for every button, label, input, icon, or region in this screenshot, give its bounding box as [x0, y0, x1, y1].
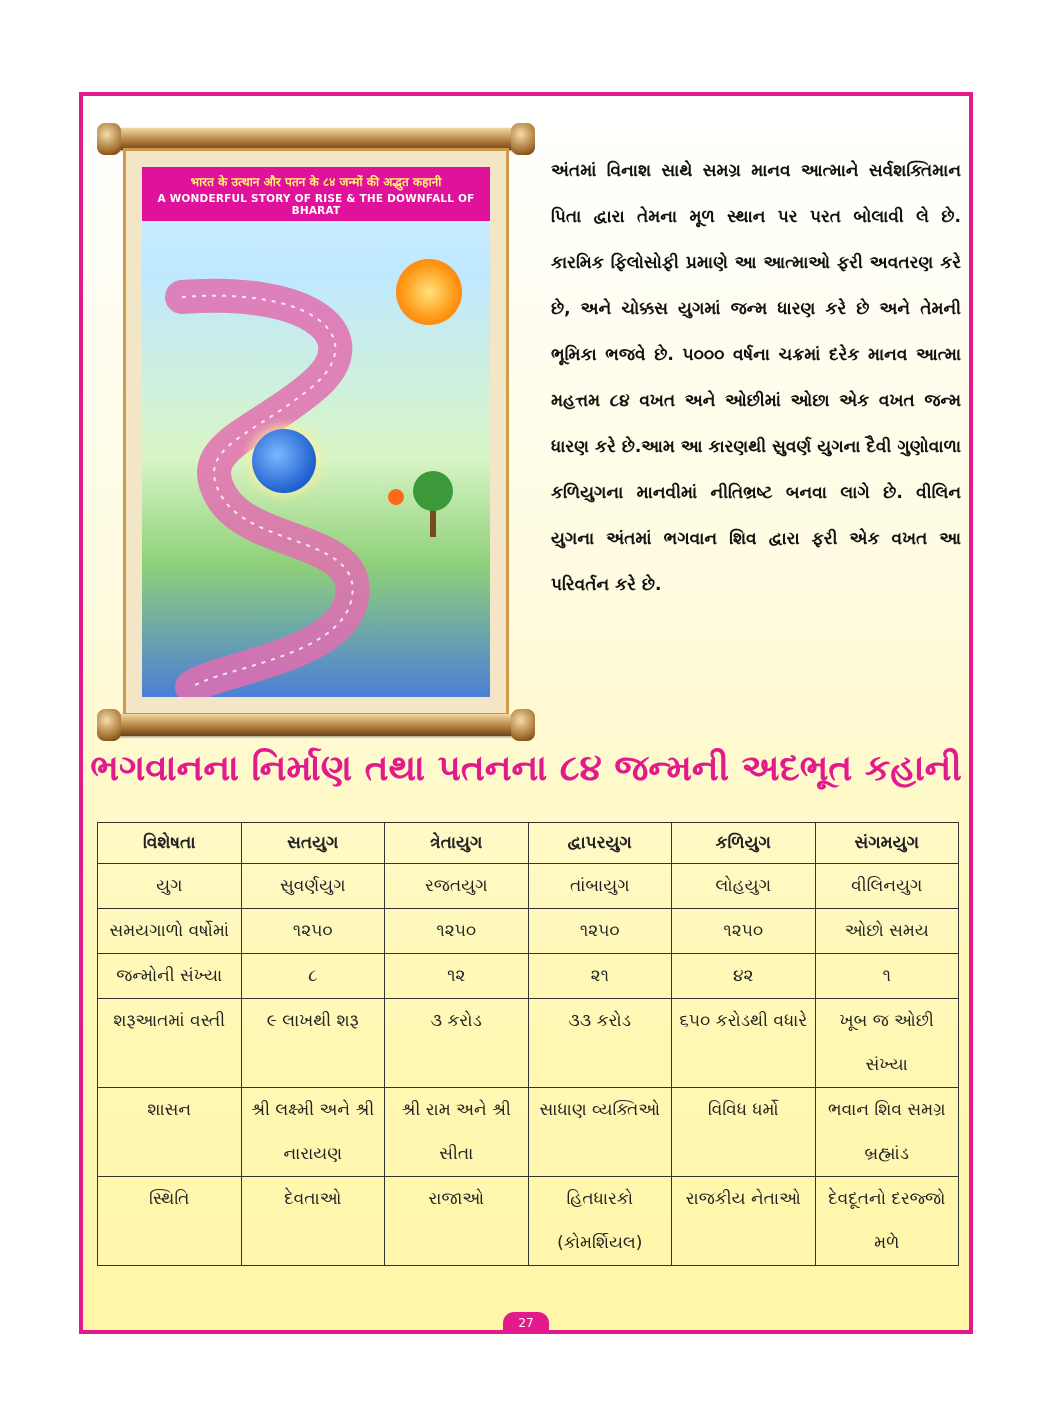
table-cell: તાંબાયુગ — [528, 864, 672, 909]
table-cell: ૮ — [241, 954, 385, 999]
table-header-cell: સંગમયુગ — [815, 823, 959, 864]
table-cell: ૬૫૦ કરોડથી વધારે — [672, 999, 816, 1088]
poster — [123, 148, 509, 716]
table-header-cell: ત્રેતાયુગ — [385, 823, 529, 864]
table-cell: ૨૧ — [528, 954, 672, 999]
table-cell: ૧૨૫૦ — [385, 909, 529, 954]
table-cell: રજતયુગ — [385, 864, 529, 909]
globe-icon — [252, 429, 316, 493]
table-row — [98, 864, 959, 909]
table-cell: ખૂબ જ ઓછી સંખ્યા — [815, 999, 959, 1088]
page-frame — [79, 92, 973, 1334]
table-row — [98, 909, 959, 954]
table-cell: ૩૩ કરોડ — [528, 999, 672, 1088]
table-cell: વિવિધ ધર્મો — [672, 1088, 816, 1177]
table-cell: જન્મોની સંખ્યા — [98, 954, 242, 999]
table-cell: સમયગાળો વર્ષોમાં — [98, 909, 242, 954]
table-cell: યુગ — [98, 864, 242, 909]
table-cell: શ્રી રામ અને શ્રી સીતા — [385, 1088, 529, 1177]
yuga-table — [97, 822, 959, 1266]
table-cell: ૧૨૫૦ — [528, 909, 672, 954]
table-cell: દેવતાઓ — [241, 1177, 385, 1266]
page-number: 27 — [503, 1312, 549, 1334]
table-cell: સ્થિતિ — [98, 1177, 242, 1266]
table-row — [98, 1088, 959, 1177]
table-cell: શાસન — [98, 1088, 242, 1177]
small-sun-icon — [388, 489, 404, 505]
table-header-row — [98, 823, 959, 864]
table-cell: ૧ — [815, 954, 959, 999]
poster-title-hindi: भारत के उत्थान और पतन के ८४ जन्मों की अद्भुत कहानी — [190, 175, 442, 189]
table-row — [98, 954, 959, 999]
table-cell: ૧૨૫૦ — [241, 909, 385, 954]
poster-illustration — [142, 167, 490, 697]
table-cell: સુવર્ણયુગ — [241, 864, 385, 909]
table-cell: રાજાઓ — [385, 1177, 529, 1266]
table-cell: લોહયુગ — [672, 864, 816, 909]
scroll-rod-bottom — [101, 714, 531, 736]
table-cell: ૯ લાખથી શરૂ — [241, 999, 385, 1088]
table-cell: ઓછો સમય — [815, 909, 959, 954]
poster-title-english: A WONDERFUL STORY OF RISE & THE DOWNFALL OF BHARAT — [157, 193, 475, 217]
table-cell: વીલિનયુગ — [815, 864, 959, 909]
table-row — [98, 1177, 959, 1266]
table-cell: ૧૨ — [385, 954, 529, 999]
table-cell: હિતધારકો (કોમર્શિયલ) — [528, 1177, 672, 1266]
table-cell: દેવદૂતનો દરજ્જો મળે — [815, 1177, 959, 1266]
table-cell: શરૂઆતમાં વસ્તી — [98, 999, 242, 1088]
table-header-cell: દ્વાપરયુગ — [528, 823, 672, 864]
page-heading: ભગવાનના નિર્માણ તથા પતનના ૮૪ જન્મની અદભૂત કહાની — [90, 748, 962, 789]
scroll-rod-top — [101, 128, 531, 150]
tree-icon — [410, 467, 456, 537]
poster-scroll — [101, 128, 531, 736]
table-cell: ૪૨ — [672, 954, 816, 999]
sun-icon — [396, 259, 462, 325]
table-cell: ભવાન શિવ સમગ્ર બ્રહ્માંડ — [815, 1088, 959, 1177]
intro-paragraph: અંતમાં વિનાશ સાથે સમગ્ર માનવ આત્માને સર્વશક્તિમાન પિતા દ્વારા તેમના મૂળ સ્થાન પર પરત બોલાવી લે છે. કારમિક ફિલોસોફી પ્રમાણે આ આત્માઓ ફરી અવતરણ કરે છે, અને ચોક્કસ યુગમાં જન્મ ધારણ કરે છે અને તેમની ભૂમિકા ભજવે છે. ૫૦૦૦ વર્ષના ચક્રમાં દરેક માનવ આત્મા મહત્તમ ૮૪ વખત અને ઓછીમાં ઓછા એક વખત જન્મ ધારણ કરે છે.આમ આ કારણથી સુવર્ણ યુગના દૈવી ગુણોવાળા કળિયુગના માનવીમાં નીતિભ્રષ્ટ બનવા લાગે છે. વીલિન યુગના અંતમાં ભગવાન શિવ દ્વારા ફરી એક વખત આ પરિવર્તન કરે છે. — [551, 161, 961, 595]
poster-title — [142, 167, 490, 221]
table-row — [98, 999, 959, 1088]
table-header-cell: સતયુગ — [241, 823, 385, 864]
table-cell: ૩ કરોડ — [385, 999, 529, 1088]
table-cell: સાધાણ વ્યક્તિઓ — [528, 1088, 672, 1177]
table-cell: ૧૨૫૦ — [672, 909, 816, 954]
table-header-cell: વિશેષતા — [98, 823, 242, 864]
table-header-cell: કળિયુગ — [672, 823, 816, 864]
table-cell: રાજકીય નેતાઓ — [672, 1177, 816, 1266]
table-cell: શ્રી લક્ષ્મી અને શ્રી નારાયણ — [241, 1088, 385, 1177]
